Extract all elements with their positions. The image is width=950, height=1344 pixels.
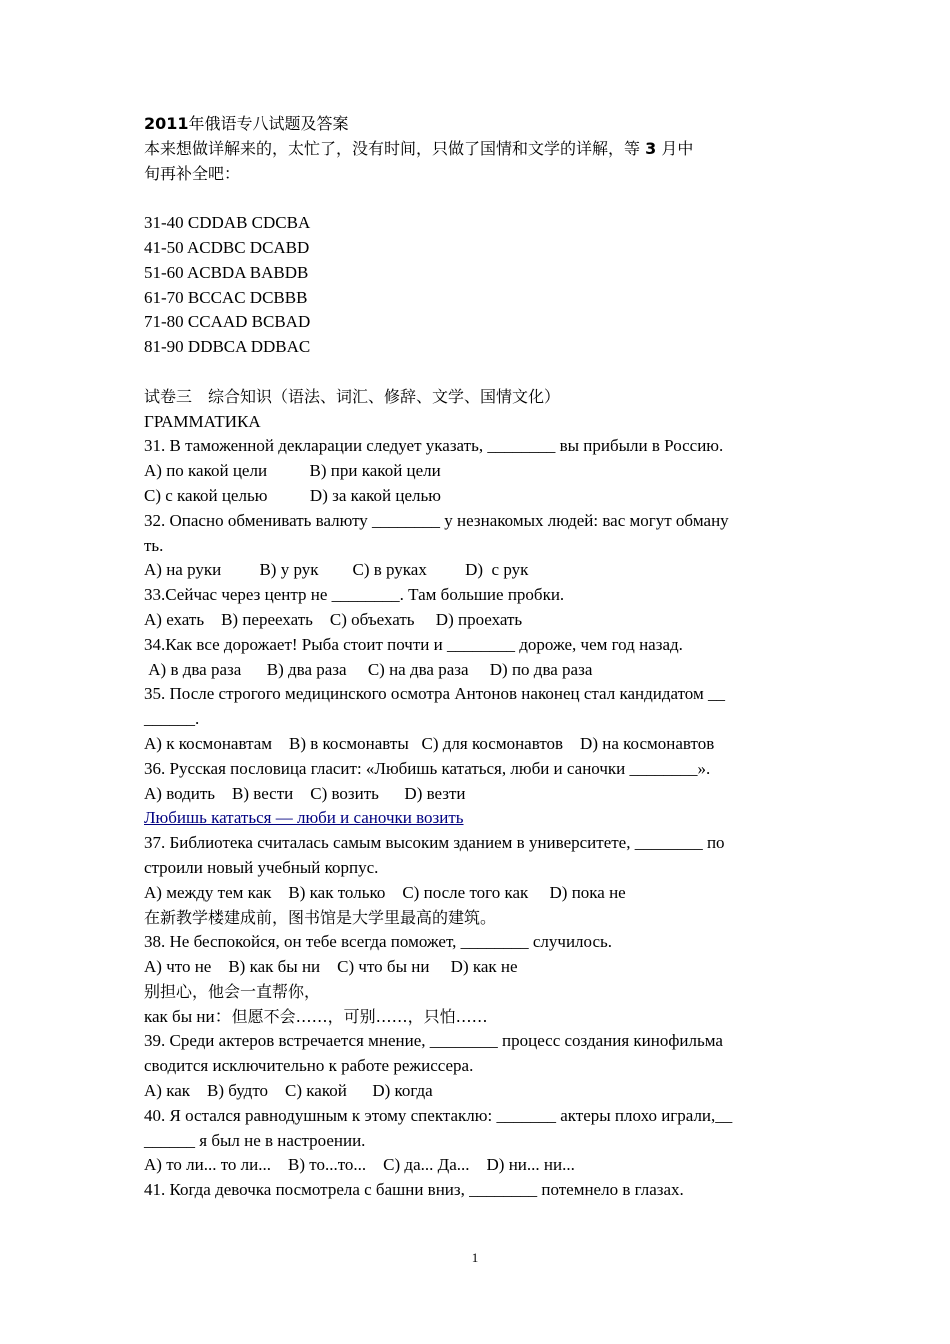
questions-block-3 [144,930,814,980]
question-line: А) к космонавтам В) в космонавты С) для космонавтов D) на космонавтов [144,733,715,753]
answer-row: 41-50 ACDBC DCABD [144,237,310,257]
question-line: 41. Когда девочка посмотрела с башни вниз, ________ потемнело в глазах. [144,1180,684,1200]
intro-note-part1: 本来想做详解来的，太忙了，没有时间，只做了国情和文学的详解，等 [144,138,641,158]
question-line: А) то ли... то ли... В) то...то... С) да... Да... D) ни... ни... [144,1155,575,1175]
proverb-link[interactable]: Любишь кататься — люби и саночки возить [144,808,464,828]
questions-block-1 [144,434,814,806]
title-year: 2011 [144,114,189,133]
question-line: 37. Библиотека считалась самым высоким зданием в университете, ________ по [144,833,725,853]
question-line: ть. [144,535,164,555]
question-line: 40. Я остался равнодушным к этому спектаклю: _______ актеры плохо играли,__ [144,1105,733,1125]
question-line: 36. Русская пословица гласит: «Любишь кататься, люби и саночки ________». [144,758,711,778]
translation-38b-cn: 但愿不会……，可别……，只怕…… [231,1006,488,1026]
question-line: А) по какой цели В) при какой цели [144,461,441,481]
question-line: сводится исключительно к работе режиссера. [144,1056,474,1076]
answer-row: 31-40 CDDAB CDCBA [144,213,311,233]
question-line: А) как В) будто С) какой D) когда [144,1081,433,1101]
spacer [144,186,814,211]
intro-note-line2: 旬再补全吧： [144,163,241,183]
title-text: 年俄语专八试题及答案 [188,114,349,133]
question-line: 39. Среди актеров встречается мнение, ________ процесс создания кинофильма [144,1031,723,1051]
translation-38b-ru: как бы ни： [144,1006,232,1026]
question-line: А) водить В) вести С) возить D) везти [144,783,466,803]
section-title: 试卷三 综合知识（语法、词汇、修辞、文学、国情文化） [144,386,561,406]
document-body [144,112,814,1203]
translation-38a: 别担心，他会一直帮你， [144,981,321,1001]
question-line: 34.Как все дорожает! Рыба стоит почти и ________ дороже, чем год назад. [144,634,683,654]
intro-note-line1 [144,137,814,162]
page-number: 1 [471,1250,479,1265]
translation-38b [144,1005,814,1030]
intro-note-num: 3 [645,138,657,158]
question-line: А) ехать В) переехать С) объехать D) проехать [144,609,523,629]
translation-37: 在新教学楼建成前，图书馆是大学里最高的建筑。 [144,907,497,927]
questions-block-2 [144,831,814,905]
question-line: 38. Не беспокойся, он тебе всегда поможет, ________ случилось. [144,932,613,952]
intro-note-part2: 月中 [661,138,694,158]
questions-block-4 [144,1029,814,1203]
question-line: С) с какой целью D) за какой целью [144,485,441,505]
section-subtitle: ГРАММАТИКА [144,411,261,431]
document-title [144,112,814,137]
question-line: 33.Сейчас через центр не ________. Там большие пробки. [144,585,565,605]
question-line: А) в два раза В) два раза С) на два раза D) по два раза [144,659,593,679]
spacer [144,360,814,385]
question-line: 32. Опасно обменивать валюту ________ у незнакомых людей: вас могут обману [144,510,729,530]
question-line: А) что не В) как бы ни С) что бы ни D) как не [144,957,518,977]
question-line: А) на руки В) у рук С) в руках D) с рук [144,560,529,580]
answer-row: 71-80 CCAAD BCBAD [144,312,311,332]
answer-row: 61-70 BCCAC DCBBB [144,287,308,307]
question-line: 31. В таможенной декларации следует указать, ________ вы прибыли в Россию. [144,436,724,456]
answer-row: 81-90 DDBCA DDBAC [144,337,311,357]
question-line: строили новый учебный корпус. [144,857,379,877]
question-line: А) между тем как В) как только С) после того как D) пока не [144,882,626,902]
question-line: ______. [144,709,200,729]
question-line: ______ я был не в настроении. [144,1130,366,1150]
answer-row: 51-60 ACBDA BABDB [144,262,309,282]
question-line: 35. После строгого медицинского осмотра Антонов наконец стал кандидатом __ [144,684,725,704]
answer-key [144,211,814,360]
